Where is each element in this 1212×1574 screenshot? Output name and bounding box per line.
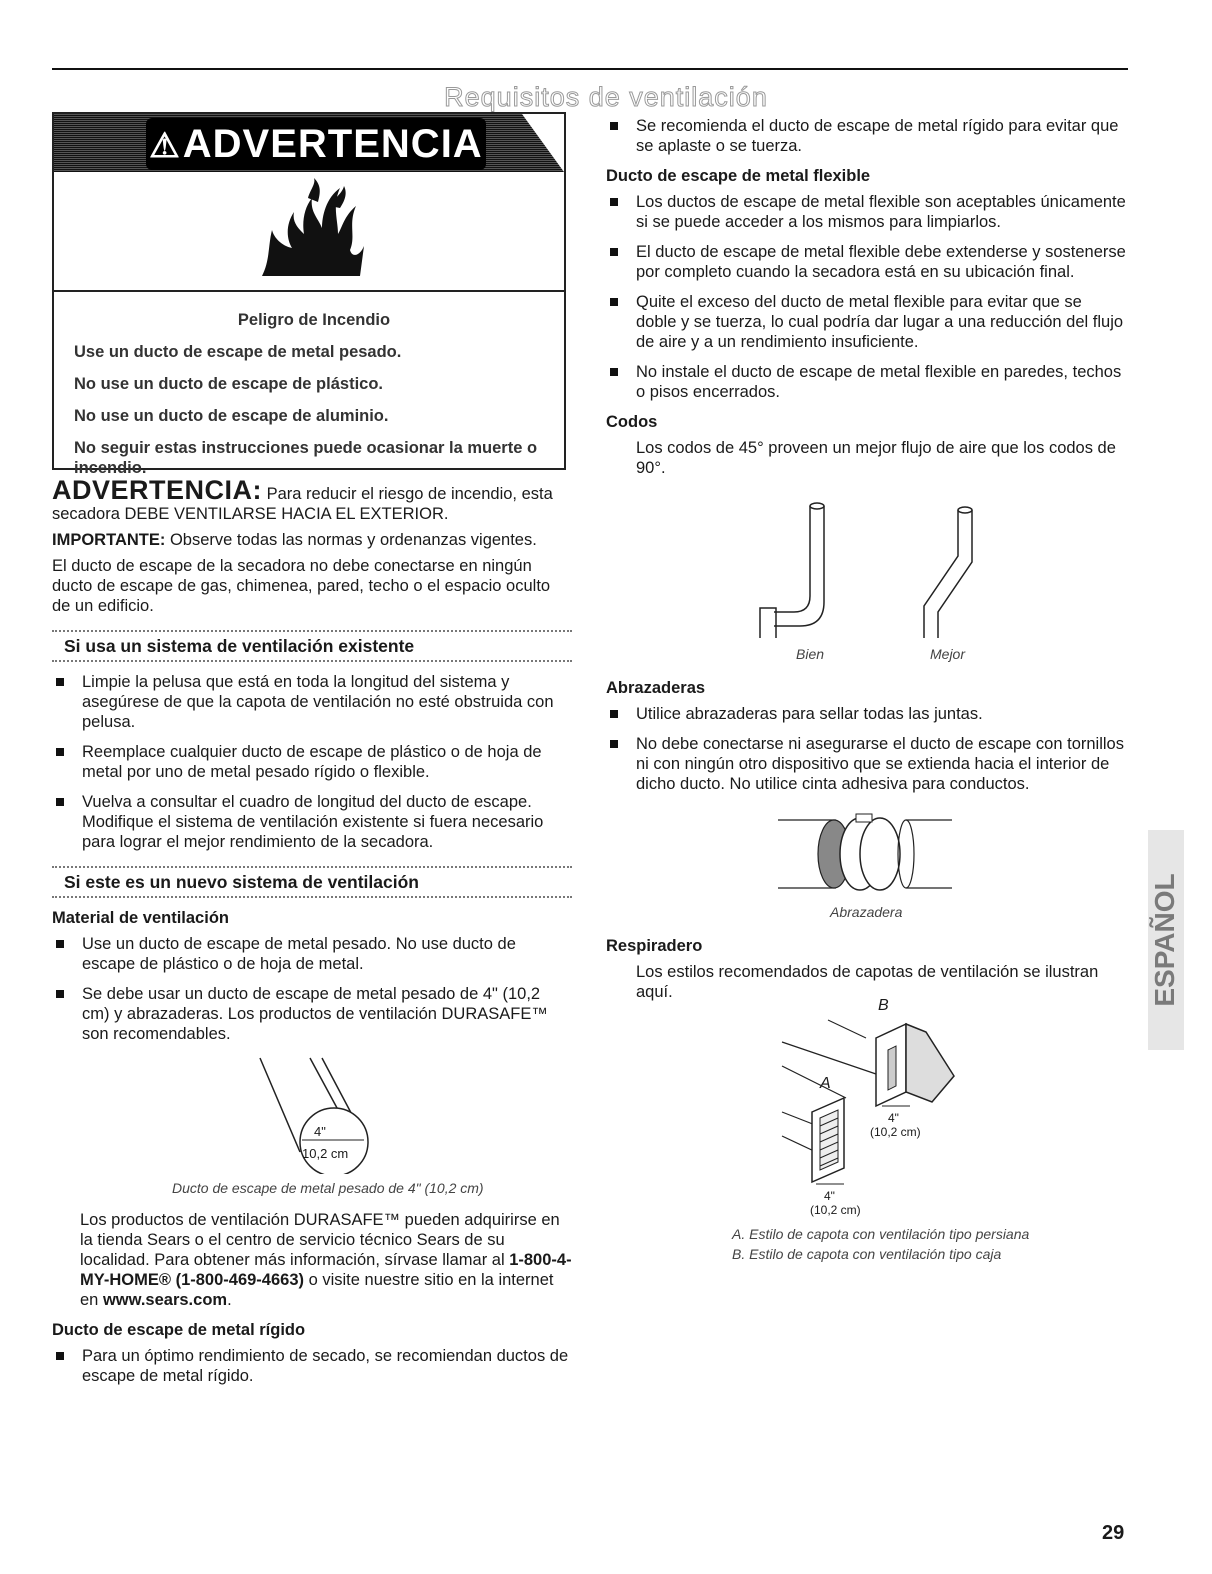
advertencia-text: Para reducir el riesgo de incendio, esta secadora DEBE VENTILARSE HACIA EL EXTERIOR. — [52, 485, 553, 523]
top-rule — [52, 68, 1128, 70]
vent-hood-illustration — [606, 1002, 1126, 1202]
list-item: Vuelva a consultar el cuadro de longitud del ducto de escape. Modifique el sistema de ventilación existente si fuera necesario para lograr el mejor rendimiento de la secadora. — [52, 792, 572, 852]
elbow-label-better: Mejor — [930, 646, 966, 662]
warning-line: No seguir estas instrucciones puede ocasionar la muerte o incendio. — [74, 439, 538, 477]
importante-text: Observe todas las normas y ordenanzas vigentes. — [169, 531, 537, 549]
fire-icon — [252, 176, 372, 286]
respiradero-heading: Respiradero — [606, 937, 703, 955]
existing-list — [52, 672, 572, 852]
list-item: Quite el exceso del ducto de metal flexible para evitar que se doble y se tuerza, lo cual podría dar lugar a una reducción del flujo de aire y a un rendimiento insuficiente. — [606, 292, 1126, 352]
list-item: Reemplace cualquier ducto de escape de plástico o de hoja de metal por uno de metal pesado rígido o flexible. — [52, 742, 572, 782]
list-item: Use un ducto de escape de metal pesado. No use ducto de escape de plástico o de hoja de metal. — [52, 934, 572, 974]
rigid-list — [52, 1346, 572, 1386]
intro-paragraph: El ducto de escape de la secadora no debe conectarse en ningún ducto de escape de gas, chimenea, pared, techo o el espacio oculto de un edificio. — [52, 557, 551, 615]
phone-number: 1-800-4-MY-HOME® (1-800-469-4663) — [80, 1251, 572, 1289]
vent-caption-b: B. Estilo de capota con ventilación tipo caja — [732, 1246, 1002, 1262]
warning-triangle-icon: ⚠ — [149, 127, 181, 165]
warning-line: No use un ducto de escape de aluminio. — [74, 407, 389, 425]
vent-dim-b-cm: (10,2 cm) — [870, 1125, 921, 1139]
list-item: No debe conectarse ni asegurarse el ducto de escape con tornillos ni con ningún otro dispositivo que se extienda hacia el interior de dicho ducto. No utilice cinta adhesiva para conductos. — [606, 734, 1126, 794]
side-language-tab — [1144, 820, 1188, 1060]
vent-dim-a-in: 4" — [824, 1189, 835, 1203]
duct-label-cm: 10,2 cm — [302, 1146, 349, 1161]
new-system-heading: Si este es un nuevo sistema de ventilación — [52, 866, 572, 898]
duct-figure — [52, 1054, 572, 1202]
material-list — [52, 934, 572, 1044]
codos-heading: Codos — [606, 413, 658, 431]
list-item: No instale el ducto de escape de metal flexible en paredes, techos o pisos encerrados. — [606, 362, 1126, 402]
elbow-illustration — [606, 478, 1126, 638]
clamp-illustration — [606, 804, 1126, 904]
warning-line: Use un ducto de escape de metal pesado. — [74, 343, 402, 361]
respiradero-text: Los estilos recomendados de capotas de ventilación se ilustran aquí. — [636, 963, 1099, 1001]
advertencia-label: ADVERTENCIA: — [52, 475, 263, 505]
vent-label-b: B — [878, 997, 889, 1014]
clamp-caption: Abrazadera — [830, 904, 903, 920]
duct-caption: Ducto de escape de metal pesado de 4" (10,2 cm) — [172, 1180, 484, 1196]
list-item: Se recomienda el ducto de escape de metal rígido para evitar que se aplaste o se tuerza. — [606, 116, 1126, 156]
abrazaderas-list — [606, 704, 1126, 794]
list-item: Los ductos de escape de metal flexible son aceptables únicamente si se puede acceder a los mismos para limpiarlos. — [606, 192, 1126, 232]
vent-dim-b-in: 4" — [888, 1111, 899, 1125]
vent-hood-figure — [606, 997, 1126, 1262]
vent-dim-a-cm: (10,2 cm) — [810, 1203, 861, 1217]
duct-label-inches: 4" — [314, 1124, 326, 1139]
warning-heading: Peligro de Incendio — [237, 311, 391, 329]
page-number: 29 — [1102, 1522, 1125, 1544]
vent-caption-a: A. Estilo de capota con ventilación tipo persiana — [732, 1226, 1030, 1242]
left-column — [52, 112, 572, 1396]
vent-label-a: A — [820, 1075, 831, 1092]
list-item: El ducto de escape de metal flexible debe extenderse y sostenerse por completo cuando la secadora está en su ubicación final. — [606, 242, 1126, 282]
warning-banner — [54, 114, 564, 172]
durasafe-paragraph: Los productos de ventilación DURASAFE™ pueden adquirirse en la tienda Sears o el centro de servicio técnico Sears de su localidad. Para obtener más información, sírvase llamar al 1-800-4-MY-HOME® (1-800-469-4663) o visite nuestre sitio en la internet en www.sears.com. — [80, 1211, 572, 1309]
abrazaderas-heading: Abrazaderas — [606, 679, 706, 697]
existing-system-heading: Si usa un sistema de ventilación existente — [52, 630, 572, 662]
warning-texts — [74, 310, 554, 490]
elbow-figure — [606, 478, 1126, 668]
sears-link[interactable]: www.sears.com — [102, 1291, 228, 1309]
flexible-heading: Ducto de escape de metal flexible — [606, 167, 871, 185]
rigid-heading: Ducto de escape de metal rígido — [52, 1321, 306, 1339]
list-item: Para un óptimo rendimiento de secado, se recomiendan ductos de escape de metal rígido. — [52, 1346, 572, 1386]
page-title: Requisitos de ventilación — [444, 82, 768, 112]
list-item: Se debe usar un ducto de escape de metal pesado de 4" (10,2 cm) y abrazaderas. Los productos de ventilación DURASAFE™ son recomendables. — [52, 984, 572, 1044]
flexible-list — [606, 192, 1126, 402]
side-tab-text: ESPAÑOL — [1149, 873, 1180, 1007]
codos-text: Los codos de 45° proveen un mejor flujo de aire que los codos de 90°. — [636, 439, 1116, 477]
warning-line: No use un ducto de escape de plástico. — [74, 375, 383, 393]
importante-label: IMPORTANTE: — [52, 531, 166, 549]
material-heading: Material de ventilación — [52, 909, 229, 927]
rigid-list-cont — [606, 116, 1126, 156]
right-column — [606, 116, 1126, 1262]
clamp-figure — [606, 804, 1126, 926]
list-item: Limpie la pelusa que está en toda la longitud del sistema y asegúrese de que la capota de ventilación no esté obstruida con pelusa. — [52, 672, 572, 732]
importante-paragraph — [52, 530, 572, 550]
fire-icon-zone — [54, 172, 564, 292]
elbow-label-good: Bien — [796, 646, 825, 662]
warning-banner-title: ⚠ADVERTENCIA — [146, 118, 486, 170]
list-item: Utilice abrazaderas para sellar todas las juntas. — [606, 704, 1126, 724]
warning-box — [52, 112, 566, 477]
